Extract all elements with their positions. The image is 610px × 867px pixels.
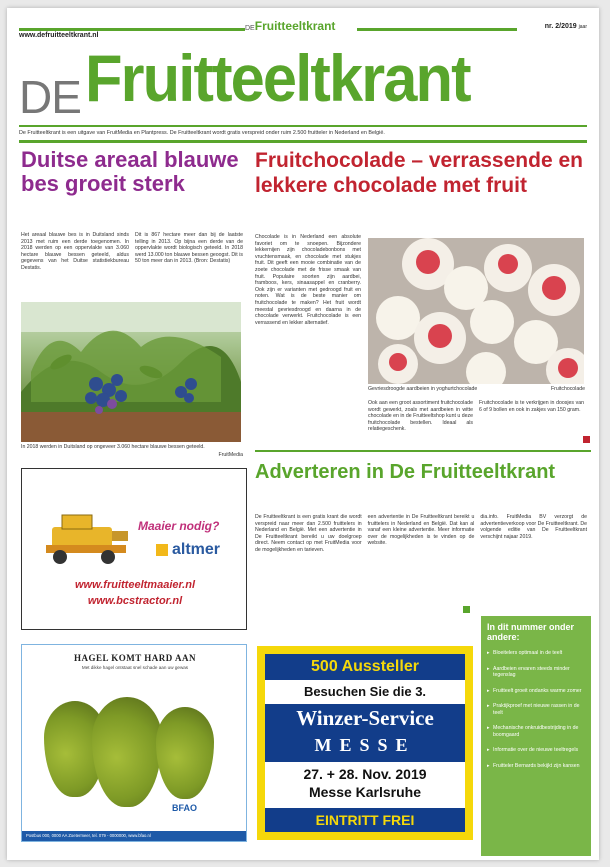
blueberry-photo	[21, 302, 241, 442]
chocolate-col-1: Chocolade is in Nederland een absolute favoriet om te snoepen. Bijzondere lekkernijen zijn chocoladebonbons met vruchtensmaak, en chocolade met stukjes fruit. Dit geeft een mooie combinatie van de zoete chocolade met de frisse smaak van fruit. Populaire soorten zijn aardbei, framboos, kers, sinaasappel en cranberry. Ook zijn er varianten met gedroogd fruit en noten. Wat is de beste manier om fruitchocolade te maken? Het fruit wordt meestal gevriesdroogd en daarna in de chocolade verwerkt. Fruitchocolade is een verrassend en lekker alternatief.	[255, 234, 361, 326]
maaier-slogan: Maaier nodig?	[138, 519, 220, 533]
pear-image-2	[92, 697, 162, 807]
chocolate-col-2: Ook aan een groot assortiment fruitchocolade wordt gewerkt, zoals met aardbeien in witte chocolade en in de Fruitteeltshop kunt u deze fruitchocolade bestellen. Ideaal als relatiegeschenk.	[368, 400, 473, 433]
blueberry-text-columns	[21, 232, 243, 272]
messe-winzer-service: Winzer-Service	[296, 706, 434, 730]
messe-banner	[265, 704, 465, 762]
messe-date: 27. + 28. Nov. 2019	[303, 766, 427, 782]
messe-aussteller: 500 Aussteller	[265, 654, 465, 680]
chocolate-caption: Gevriesdroogde aardbeien in yoghurtchocolade	[368, 386, 478, 392]
maaier-url-1[interactable]: www.fruitteeltmaaier.nl	[74, 579, 195, 591]
sidebar-item[interactable]: ▸ Aardbeien ervaren steeds minder tegenslag	[487, 666, 585, 679]
issue-suffix: jaar	[578, 24, 587, 30]
messe-messe: MESSE	[314, 735, 416, 755]
adverteren-end-marker	[463, 606, 470, 613]
masthead-title: Fruitteeltkrant	[85, 41, 470, 115]
hagel-subline: Met dikke hagel ontstaat snel schade aan uw gewas	[81, 665, 189, 670]
hagel-headline: HAGEL KOMT HARD AAN	[73, 653, 197, 663]
blueberry-caption: In 2018 werden in Duitsland op ongeveer 3.060 hectare blauwe bessen geteeld.	[21, 444, 205, 450]
adverteren-col-2: een advertentie in De Fruitteeltkrant bereikt u fruittelers in Nederland en België. Dat kan al vanaf een kleine advertentie. Meer informatie over de mogelijkheden is te vinden op de website.	[367, 514, 475, 547]
top-logo[interactable]	[245, 19, 335, 33]
contents-sidebar	[481, 616, 591, 856]
site-url[interactable]: www.defruitteeltkrant.nl	[19, 32, 99, 39]
altmer-logo	[156, 541, 220, 559]
winzer-messe-ad[interactable]	[257, 646, 473, 840]
chocolate-headline: Fruitchocolade – verrassende en lekkere chocolade met fruit	[255, 149, 583, 197]
hagel-footer: Postbus 000, 0000 AA Zoetermeer, tel. 079 - 0000000, www.bfao.nl	[22, 831, 246, 841]
issue-number-text: nr. 2/2019	[544, 23, 577, 30]
sidebar-list	[487, 650, 585, 769]
article-divider	[255, 450, 591, 452]
messe-inner	[265, 654, 465, 832]
chocolate-col-3: Fruitchocolade is te verkrijgen in doosjes van 6 of 9 bollen en ook in zakjes van 150 gram.	[479, 400, 584, 413]
adverteren-headline: Adverteren in De Fruitteeltkrant	[255, 461, 556, 483]
top-rule-left	[19, 28, 245, 31]
mower-icon	[42, 509, 132, 569]
altmer-logo-mark	[156, 544, 168, 556]
sidebar-item[interactable]: ▸ Fruitteler Bernards bekijkt zijn kansen	[487, 763, 585, 770]
masthead-de: DE	[19, 71, 81, 123]
newspaper-page	[7, 8, 599, 860]
blueberry-bush-image	[21, 302, 241, 442]
bfao-logo: BFAO	[172, 803, 198, 813]
adverteren-col-3: dia.info. FruitMedia BV verzorgt de advertentieverkoop voor De Fruitteeltkrant. De volgende editie van De Fruitteeltkrant verschijnt najaar 2019.	[480, 514, 588, 540]
blueberry-headline: Duitse areaal blauwe bes groeit sterk	[21, 147, 239, 196]
issue-number	[545, 23, 587, 30]
chocolate-credit: Fruitchocolade	[550, 386, 585, 392]
messe-besuchen: Besuchen Sie die 3.	[303, 684, 427, 699]
top-logo-title: Fruitteeltkrant	[254, 19, 336, 33]
adverteren-col-1: De Fruitteeltkrant is een gratis krant die wordt verspreid naar meer dan 2.500 fruittelers in Nederland en België. Met een advertentie in De Fruitteeltkrant bereikt u uw doelgroep direct. Neem contact op met FruitMedia voor de mogelijkheden en tarieven.	[255, 514, 362, 553]
chocolate-text-columns	[368, 400, 584, 433]
adverteren-text-columns	[255, 514, 587, 554]
sidebar-item[interactable]: ▸ Praktijkproef met nieuwe rassen in de teelt	[487, 703, 585, 716]
masthead-rule	[19, 125, 587, 127]
pear-image-3	[156, 707, 214, 799]
blueberry-credit: FruitMedia	[218, 452, 243, 458]
top-logo-de: DE	[245, 25, 255, 32]
masthead-subline: De Fruitteeltkrant is een uitgave van FruitMedia en Plantpress. De Fruitteeltkrant wordt gratis verspreid onder ruim 2.500 fruitteler in Nederland en België.	[19, 130, 385, 136]
sidebar-item[interactable]: ▸ Fruitteelt groeit ondanks warme zomer	[487, 688, 585, 695]
messe-eintritt-frei: EINTRITT FREI	[265, 808, 465, 832]
sidebar-title: In dit nummer onder andere:	[487, 622, 575, 642]
header-rule	[19, 140, 587, 143]
blueberry-col-2: Dit is 867 hectare meer dan bij de laatste telling in 2013. Op bijna een derde van de oppervlakte wordt biologisch geteeld. In 2018 werd 13.000 ton blauwe bessen geoogst. Dit is 50 ton meer dan in 2013. (Bron: Destatis)	[135, 232, 243, 265]
blueberry-col-1: Het areaal blauwe bes is in Duitsland sinds 2013 met ruim een derde toegenomen. In 2018 werden op een oppervlakte van 3.060 hectare blauwe bessen geteeld, aldus gegevens van het Duitse statistiekbureau Destatis.	[21, 232, 129, 271]
hagel-ad[interactable]	[21, 644, 247, 842]
sidebar-item[interactable]: ▸ Informatie over de nieuwe teeltregels	[487, 747, 585, 754]
chocolate-photo	[368, 238, 584, 384]
sidebar-item[interactable]: ▸ Bloeitelers optimaal in de teelt	[487, 650, 585, 657]
messe-location: Messe Karlsruhe	[308, 784, 422, 800]
maaier-url-2[interactable]: www.bcstractor.nl	[87, 595, 183, 607]
sidebar-item[interactable]: ▸ Mechanische onkruidbestrijding in de boomgaard	[487, 725, 585, 738]
chocolate-balls-image	[368, 238, 584, 384]
chocolate-end-marker	[583, 436, 590, 443]
altmer-brand: altmer	[172, 541, 221, 558]
maaier-ad[interactable]	[21, 468, 247, 630]
top-rule-right	[357, 28, 517, 31]
